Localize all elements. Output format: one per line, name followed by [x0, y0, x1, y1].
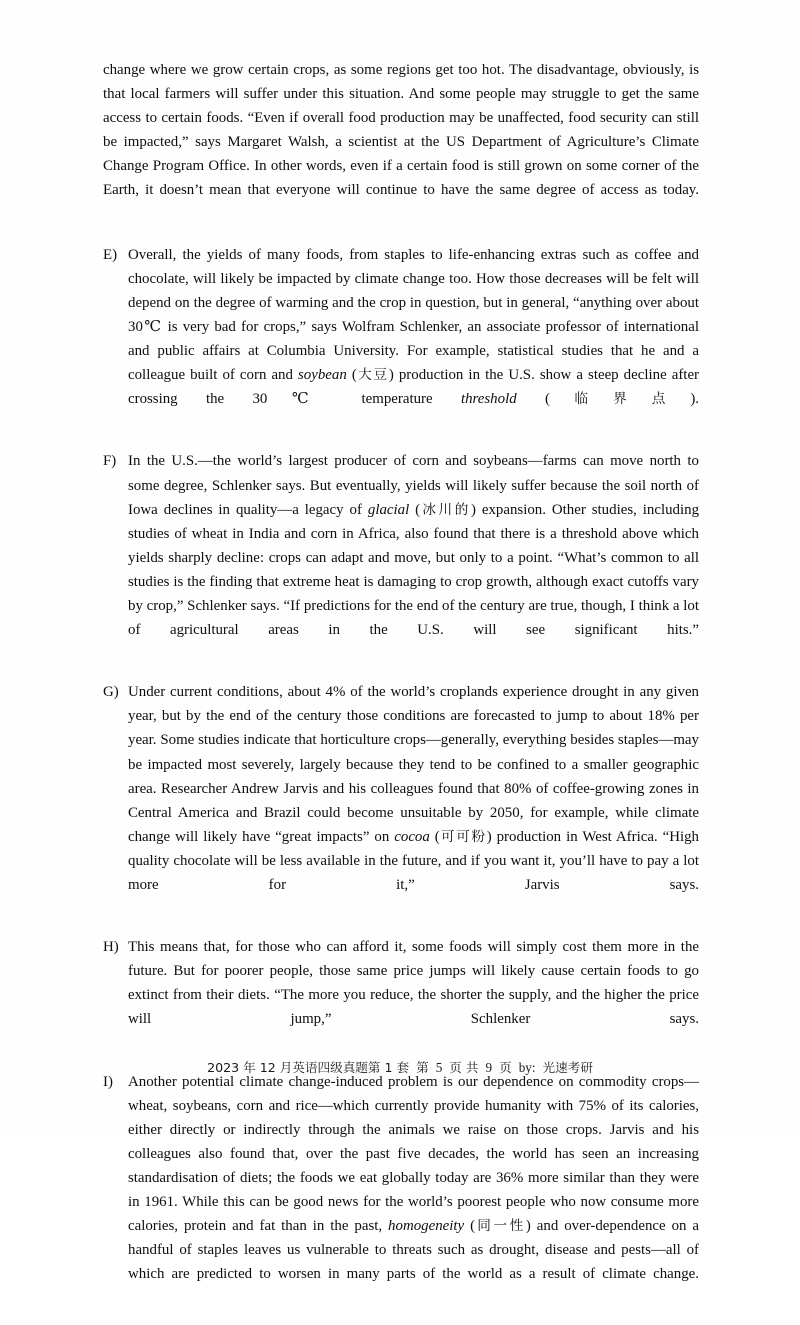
page-footer	[0, 1059, 800, 1077]
paragraph-letter-label: I)	[103, 1073, 113, 1090]
paragraph-e	[103, 243, 699, 436]
paragraph-d-continued	[103, 58, 699, 227]
paragraph-text	[128, 1070, 699, 1311]
paragraph-letter-label: G)	[103, 684, 119, 701]
footer-of-label: 页 共	[449, 1060, 479, 1075]
text-run: (	[346, 367, 357, 384]
footer-page-label: 第	[416, 1060, 429, 1075]
footer-by-label: by:	[518, 1060, 536, 1075]
paragraph-letter-label: E)	[103, 246, 118, 263]
text-run: Another potential climate change-induced problem is our dependence on commodity crops—wheat, soybeans, corn and rice—which currently provide humanity with 75% of its calories, either directly or indirectly through the animals we raise on those crops. Jarvis and his colleagues also found that, over the past five decades, the world has seen an increasing standardisation of diets; the foods we eat globally today are 36% more similar than they were in 1961. While this can be good news for the world’s poorest people who now consume more calories, protein and fat than in the past,	[128, 1073, 699, 1235]
text-run: ) production in West Africa. “High quality chocolate will be less available in the future, and if you want it, you’ll have to pay a lot more for it,” Jarvis says.	[128, 828, 699, 893]
text-run: (	[516, 391, 550, 408]
text-run: (	[409, 501, 421, 518]
paragraph-letter-label: H)	[103, 939, 119, 956]
footer-pages-unit: 页	[499, 1060, 512, 1075]
italic-term: soybean	[298, 367, 347, 384]
footer-total-pages: 9	[485, 1060, 493, 1075]
paragraph-letter-label: F)	[103, 453, 117, 470]
paragraph-i	[103, 1070, 699, 1311]
paragraph-text	[103, 58, 699, 227]
chinese-gloss: 临界点	[549, 391, 691, 408]
passage-body	[103, 58, 699, 1325]
text-run: This means that, for those who can afford it, some foods will simply cost them more in the future. But for poorer people, those same price jumps will likely cause certain foods to go extinct from their diets. “The more you reduce, the shorter the supply, and the higher the price will jump,” Schlenker says.	[128, 939, 699, 1028]
footer-page-number: 5	[435, 1060, 443, 1075]
italic-term: cocoa	[394, 828, 430, 845]
paragraph-h	[103, 935, 699, 1055]
italic-term: homogeneity	[388, 1218, 465, 1235]
footer-exam-title: 2023 年 12 月英语四级真题第 1 套	[207, 1060, 410, 1075]
text-run: Overall, the yields of many foods, from staples to life-enhancing extras such as coffee and chocolate, will likely be impacted by climate change too. How those decreases will be felt will depend on the degree of warming and the crop in question, but in general, “anything over about 30℃ is very bad for crops,” says Wolfram Schlenker, an associate professor of international and public affairs at Columbia University. For example, statistical studies that he and a colleague built of corn and	[128, 246, 699, 384]
text-run: change where we grow certain crops, as some regions get too hot. The disadvantage, obviously, is that local farmers will suffer under this situation. And some people may struggle to get the same access to certain foods. “Even if overall food production may be unaffected, food security can still be impacted,” says Margaret Walsh, a scientist at the US Department of Agriculture’s Climate Change Program Office. In other words, even if a certain food is still grown on some corner of the Earth, it doesn’t mean that everyone will continue to have the same degree of access as today.	[103, 62, 699, 199]
text-run: ) and over-dependence on a handful of staples leaves us vulnerable to threats such as drought, disease and pests—all of which are predicted to worsen in many parts of the world as a result of climate change.	[128, 1218, 700, 1283]
chinese-gloss: 可可粉	[439, 828, 487, 845]
paragraph-text	[128, 935, 699, 1055]
text-run: ) expansion. Other studies, including studies of wheat in India and corn in Africa, also found that there is a threshold above which yields sharply decline: crops can adapt and move, but only to a point. “What’s common to all studies is the finding that extreme heat is damaging to crop growth, although exact cutoffs vary by crop,” Schlenker says. “If predictions for the end of the century are true, though, I think a lot of agricultural areas in the U.S. will see significant hits.”	[128, 501, 700, 639]
text-run: Under current conditions, about 4% of the world’s croplands experience drought in any given year, but by the end of the century those conditions are forecasted to jump to about 18% per year. Some studies indicate that horticulture crops—generally, everything besides staples—may be impacted most severely, largely because they tend to be confined to a smaller geographic area. Researcher Andrew Jarvis and his colleagues found that 80% of coffee-growing zones in Central America and Brazil could become unsuitable by 2050, for example, while climate change will likely have “great impacts” on	[128, 684, 699, 845]
chinese-gloss: 大豆	[356, 367, 389, 384]
chinese-gloss: 冰川的	[420, 501, 471, 518]
chinese-gloss: 同一性	[475, 1218, 526, 1235]
text-run: ).	[690, 391, 699, 408]
footer-author: 光速考研	[542, 1060, 593, 1075]
text-run: ) production in the U.S. show a steep decline after crossing the 30℃ temperature	[128, 367, 700, 408]
paragraph-f	[103, 449, 699, 666]
italic-term: threshold	[460, 391, 517, 408]
paragraph-g	[103, 680, 699, 921]
paragraph-text	[128, 243, 699, 436]
text-run: (	[464, 1218, 476, 1235]
text-run: (	[429, 828, 440, 845]
italic-term: glacial	[367, 501, 410, 518]
paragraph-text	[128, 680, 699, 921]
paragraph-text	[128, 449, 699, 666]
text-run: In the U.S.—the world’s largest producer of corn and soybeans—farms can move north to some degree, Schlenker says. But eventually, yields will likely suffer because the soil north of Iowa declines in quality—a legacy of	[128, 453, 699, 518]
